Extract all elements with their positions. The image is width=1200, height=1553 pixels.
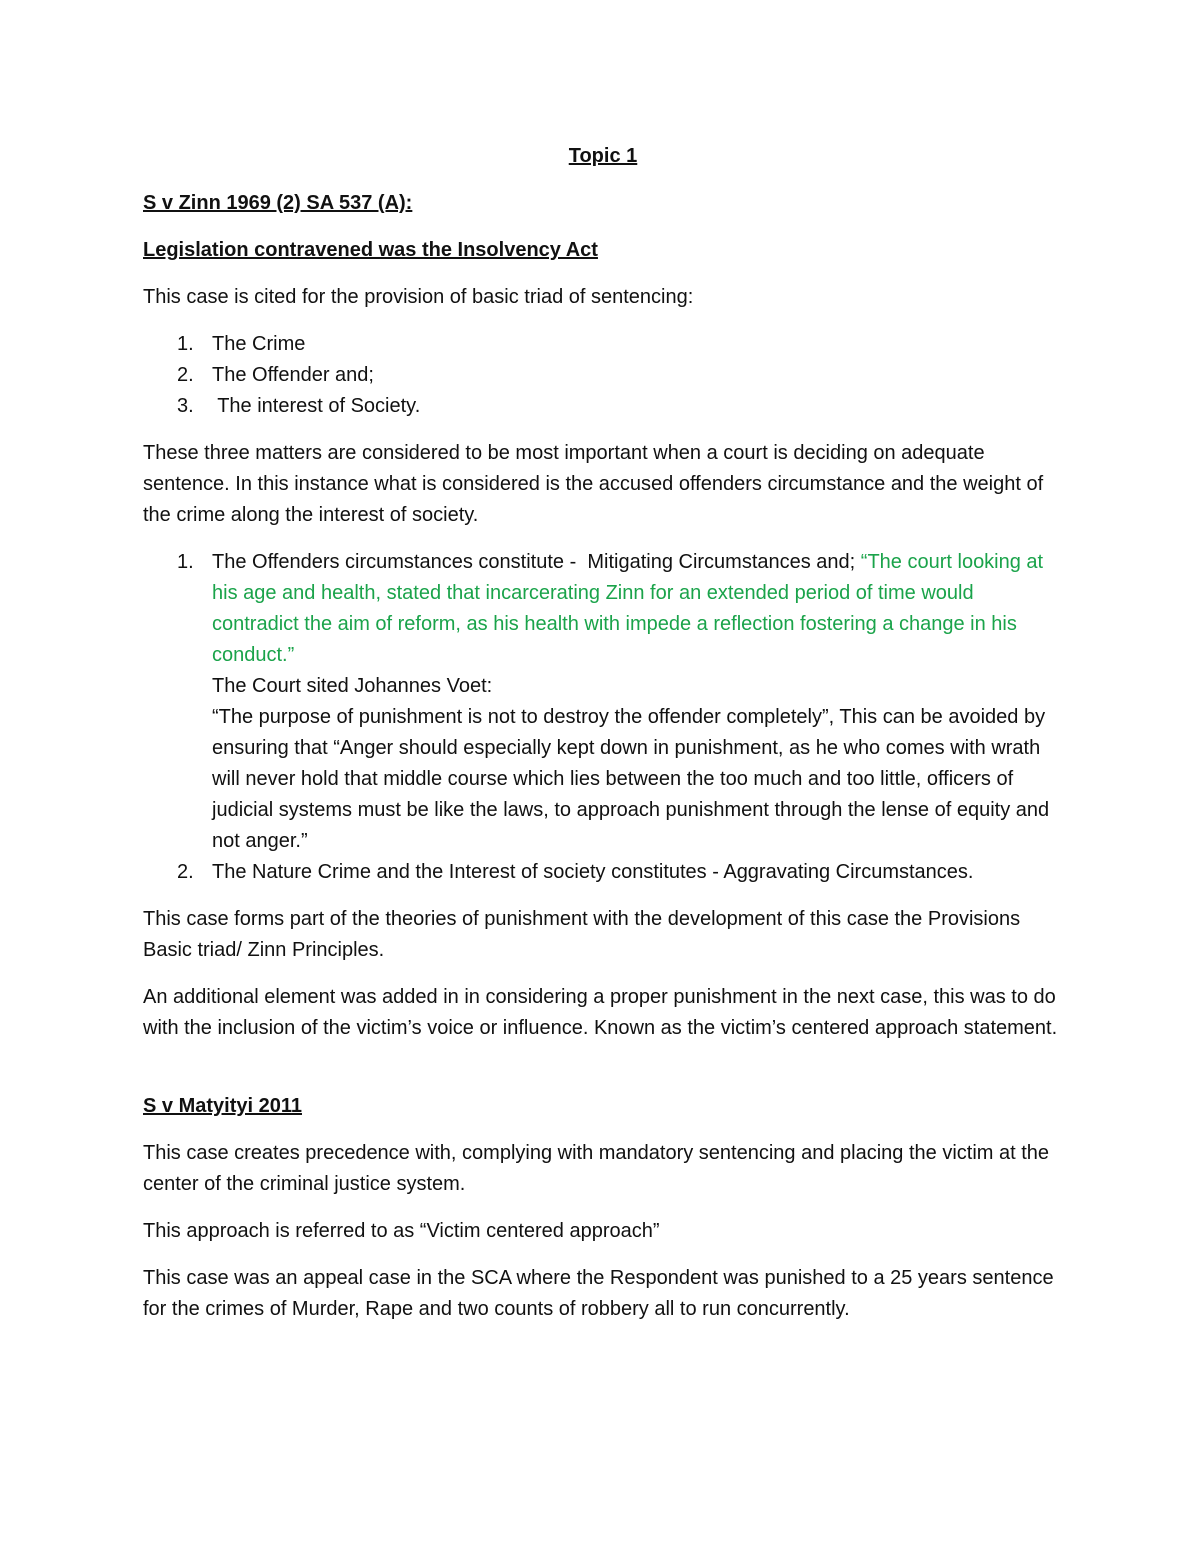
blank-line <box>143 1060 1063 1091</box>
court-quote-green: “The court looking at his age and health, stated that incarcerating Zinn for an extended period of time would contradict the aim of reform, as his health with impede a reflection fostering a change in his conduct.” <box>212 551 1044 666</box>
list-number: 2. <box>177 861 194 883</box>
list-item-text: The interest of Society. <box>212 395 421 417</box>
document-page <box>143 141 1063 1341</box>
list-number: 2. <box>177 364 194 386</box>
topic-title: Topic 1 <box>568 145 638 167</box>
legislation-subheading: Legislation contravened was the Insolvency Act <box>143 239 598 261</box>
list-item <box>143 360 1063 391</box>
matyityi-appeal-paragraph: This case was an appeal case in the SCA where the Respondent was punished to a 25 years sentence for the crimes of Murder, Rape and two counts of robbery all to run concurrently. <box>143 1267 1054 1320</box>
list-item <box>143 329 1063 360</box>
list-item-text: The Crime <box>212 333 306 355</box>
voet-quote: “The purpose of punishment is not to destroy the offender completely”, This can be avoided by ensuring that “Anger should especially kept down in punishment, as he who comes with wrath will never hold that middle course which lies between the too much and too little, officers of judicial systems must be like the laws, to approach punishment through the lense of equity and not anger.” <box>212 706 1050 852</box>
zinn-intro-paragraph: This case is cited for the provision of basic triad of sentencing: <box>143 286 694 308</box>
aggravating-circumstances-text: The Nature Crime and the Interest of society constitutes - Aggravating Circumstances. <box>212 861 974 883</box>
case-heading-matyityi: S v Matyityi 2011 <box>143 1095 302 1117</box>
list-item <box>143 547 1063 857</box>
list-number: 1. <box>177 333 194 355</box>
list-number: 3. <box>177 395 194 417</box>
basic-triad-list <box>143 329 1063 422</box>
matyityi-precedence-paragraph: This case creates precedence with, complying with mandatory sentencing and placing the victim at the center of the criminal justice system. <box>143 1142 1050 1195</box>
list-item <box>143 391 1063 422</box>
voet-intro: The Court sited Johannes Voet: <box>212 675 493 697</box>
triad-explanation-paragraph: These three matters are considered to be most important when a court is deciding on adequate sentence. In this instance what is considered is the accused offenders circumstance and the weight of the crime along the interest of society. <box>143 442 1044 526</box>
list-item-text: The Offender and; <box>212 364 374 386</box>
circumstances-list <box>143 547 1063 888</box>
case-heading-zinn: S v Zinn 1969 (2) SA 537 (A): <box>143 192 413 214</box>
list-item <box>143 857 1063 888</box>
theories-paragraph: This case forms part of the theories of punishment with the development of this case the Provisions Basic triad/ Zinn Principles. <box>143 908 1021 961</box>
list-number: 1. <box>177 551 194 573</box>
additional-element-paragraph: An additional element was added in in considering a proper punishment in the next case, this was to do with the inclusion of the victim’s voice or influence. Known as the victim’s centered approach statement. <box>143 986 1058 1039</box>
mitigating-circumstances-text: The Offenders circumstances constitute - Mitigating Circumstances and; <box>212 551 861 573</box>
matyityi-approach-paragraph: This approach is referred to as “Victim centered approach” <box>143 1220 660 1242</box>
